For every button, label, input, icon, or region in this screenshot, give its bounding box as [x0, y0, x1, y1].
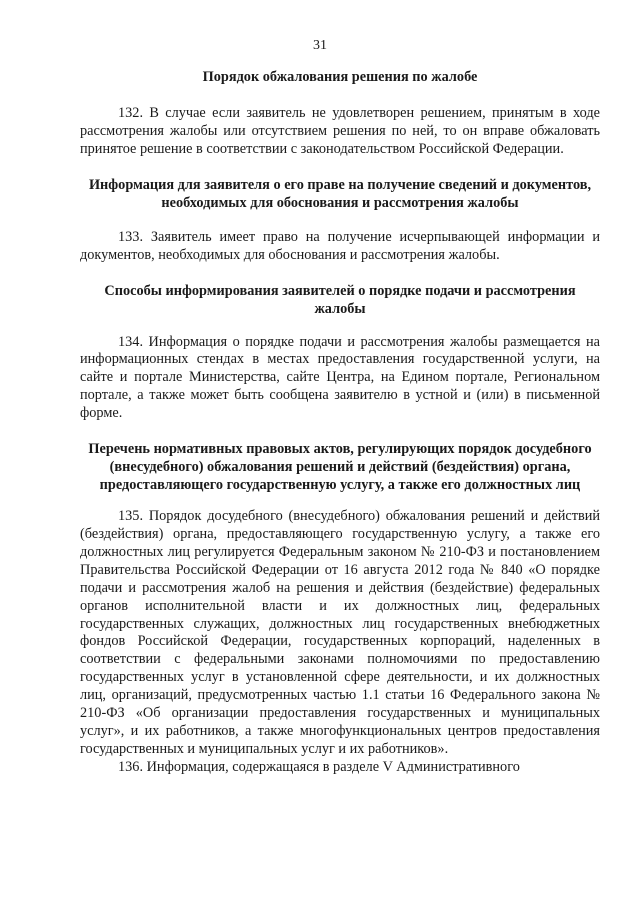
section-heading-regulatory-acts: Перечень нормативных правовых актов, регулирующих порядок досудебного (внесудебного) обжалования решений и действий (бездействия) органа, предоставляющего государственную услугу, а также его должностных лиц — [88, 441, 592, 494]
paragraph-133: 133. Заявитель имеет право на получение исчерпывающей информации и документов, необходимых для обоснования и рассмотрения жалобы. — [80, 228, 600, 263]
paragraph-135: 135. Порядок досудебного (внесудебного) обжалования решений и действий (бездействия) органа, предоставляющего государственную услугу, а также его должностных лиц регулируется Федеральным законом № 210-ФЗ и постановлением Правительства Российской Федерации от 16 августа 2012 года № 840 «О порядке подачи и рассмотрения жалоб на решения и действия (бездействие) федеральных органов исполнительной власти и их должностных лиц, федеральных государственных служащих, должностных лиц государственных внебюджетных фондов Российской Федерации, государственных корпораций, наделенных в соответствии с федеральными законами полномочиями по предоставлению государственных услуг в установленной сфере деятельности, и их должностных лиц, организаций, предусмотренных частью 1.1 статьи 16 Федерального закона № 210-ФЗ «Об организации предоставления государственных и муниципальных услуг», и их работников, а также многофункциональных центров предоставления государственных и муниципальных услуг и их работников». — [80, 508, 600, 757]
page-number: 31 — [313, 38, 327, 53]
section-heading-informing-methods: Способы информирования заявителей о порядке подачи и рассмотрения жалобы — [104, 282, 576, 317]
paragraph-136: 136. Информация, содержащаяся в разделе V Административного — [118, 758, 520, 775]
section-heading-appeal-procedure: Порядок обжалования решения по жалобе — [202, 69, 478, 85]
section-heading-applicant-information: Информация для заявителя о его праве на получение сведений и документов, необходимых для обоснования и рассмотрения жалобы — [88, 176, 592, 211]
page-content — [80, 68, 600, 777]
paragraph-134: 134. Информация о порядке подачи и рассмотрения жалобы размещается на информационных стендах в местах предоставления государственной услуги, на сайте и портале Министерства, сайте Центра, на Едином портале, Региональном портале, а также может быть сообщена заявителю в устной и (или) в письменной форме. — [80, 333, 600, 422]
paragraph-132: 132. В случае если заявитель не удовлетворен решением, принятым в ходе рассмотрения жалобы или отсутствием решения по ней, то он вправе обжаловать принятое решение в соответствии с законодательством Российской Федерации. — [80, 105, 600, 157]
